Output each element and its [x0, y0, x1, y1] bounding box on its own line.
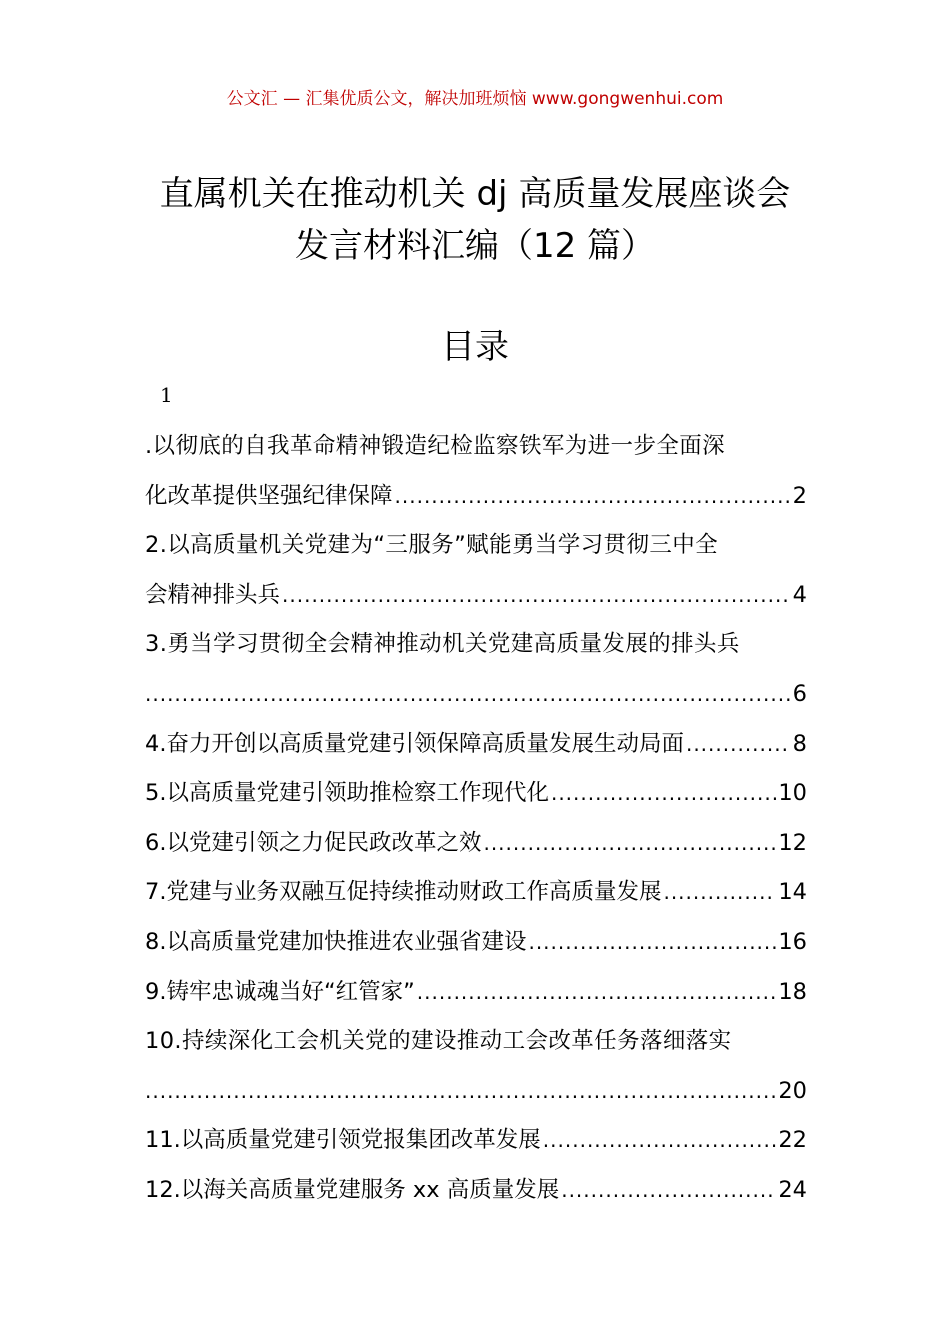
toc-entry-title: 12.以海关高质量党建服务 xx 高质量发展 [145, 1176, 560, 1203]
toc-page-number: 8 [792, 730, 807, 757]
toc-leader-dots [145, 670, 791, 720]
toc-page-number: 2 [792, 482, 807, 509]
toc-entry-7[interactable] [145, 868, 807, 918]
toc-page-number: 10 [778, 780, 807, 807]
toc-page-number: 12 [778, 829, 807, 856]
toc-entry-title: 3.勇当学习贯彻全会精神推动机关党建高质量发展的排头兵 [145, 631, 740, 658]
toc-entry-5[interactable] [145, 769, 807, 819]
toc-leader-dots [663, 868, 776, 918]
toc-leader-dots [551, 769, 776, 819]
toc-entry-title: 10.持续深化工会机关党的建设推动工会改革任务落细落实 [145, 1028, 732, 1055]
toc-leader-dots [395, 472, 791, 522]
toc-entry-2-line-1[interactable] [145, 521, 807, 571]
toc-leader-dots [417, 968, 777, 1018]
toc-entry-title: 化改革提供坚强纪律保障 [145, 482, 393, 509]
toc-entry-3-line-1[interactable] [145, 620, 807, 670]
toc-leader-dots [543, 1116, 777, 1166]
toc-entry-title: 7.党建与业务双融互促持续推动财政工作高质量发展 [145, 879, 662, 906]
toc-entry-title: 9.铸牢忠诚魂当好“红管家” [145, 978, 415, 1005]
toc-entry-title: 6.以党建引领之力促民政改革之效 [145, 829, 482, 856]
title-line-2: 发言材料汇编（12 篇） [294, 226, 656, 266]
toc-entry-title: 11.以高质量党建引领党报集团改革发展 [145, 1127, 541, 1154]
toc-entry-10-line-2[interactable] [145, 1067, 807, 1117]
toc-entry-3-line-2[interactable] [145, 670, 807, 720]
toc-entry-6[interactable] [145, 819, 807, 869]
toc-number-stub: 1 [160, 383, 173, 407]
toc-leader-dots [145, 1067, 776, 1117]
toc-entry-11[interactable] [145, 1116, 807, 1166]
toc-page-number: 4 [792, 581, 807, 608]
table-of-contents [145, 422, 807, 1216]
toc-entry-title: .以彻底的自我革命精神锻造纪检监察铁军为进一步全面深 [145, 433, 726, 459]
toc-entry-title: 4.奋力开创以高质量党建引领保障高质量发展生动局面 [145, 730, 684, 757]
toc-leader-dots [528, 918, 776, 968]
toc-entry-title: 2.以高质量机关党建为“三服务”赋能勇当学习贯彻三中全 [145, 532, 719, 559]
toc-entry-1-line-1[interactable] [145, 422, 807, 472]
toc-entry-12[interactable] [145, 1166, 807, 1216]
toc-leader-dots [686, 720, 791, 770]
toc-entry-title: 5.以高质量党建引领助推检察工作现代化 [145, 780, 549, 807]
toc-page-number: 22 [778, 1127, 807, 1154]
toc-page-number: 6 [792, 680, 807, 707]
toc-entry-10-line-1[interactable] [145, 1017, 807, 1067]
toc-entry-title: 会精神排头兵 [145, 581, 281, 608]
toc-page-number: 24 [778, 1176, 807, 1203]
toc-heading: 目录 [441, 327, 509, 367]
toc-leader-dots [282, 571, 791, 621]
document-title [0, 168, 950, 272]
toc-page-number: 18 [778, 978, 807, 1005]
toc-page-number: 20 [778, 1077, 807, 1104]
title-line-1: 直属机关在推动机关 dj 高质量发展座谈会 [159, 174, 791, 214]
toc-entry-9[interactable] [145, 968, 807, 1018]
toc-entry-8[interactable] [145, 918, 807, 968]
toc-leader-dots [483, 819, 776, 869]
toc-entry-title: 8.以高质量党建加快推进农业强省建设 [145, 928, 527, 955]
site-banner: 公文汇 — 汇集优质公文，解决加班烦恼 www.gongwenhui.com [226, 89, 724, 109]
toc-entry-1-line-2[interactable] [145, 472, 807, 522]
toc-page-number: 14 [778, 879, 807, 906]
toc-entry-2-line-2[interactable] [145, 571, 807, 621]
toc-leader-dots [561, 1166, 776, 1216]
toc-page-number: 16 [778, 928, 807, 955]
toc-entry-4[interactable] [145, 720, 807, 770]
